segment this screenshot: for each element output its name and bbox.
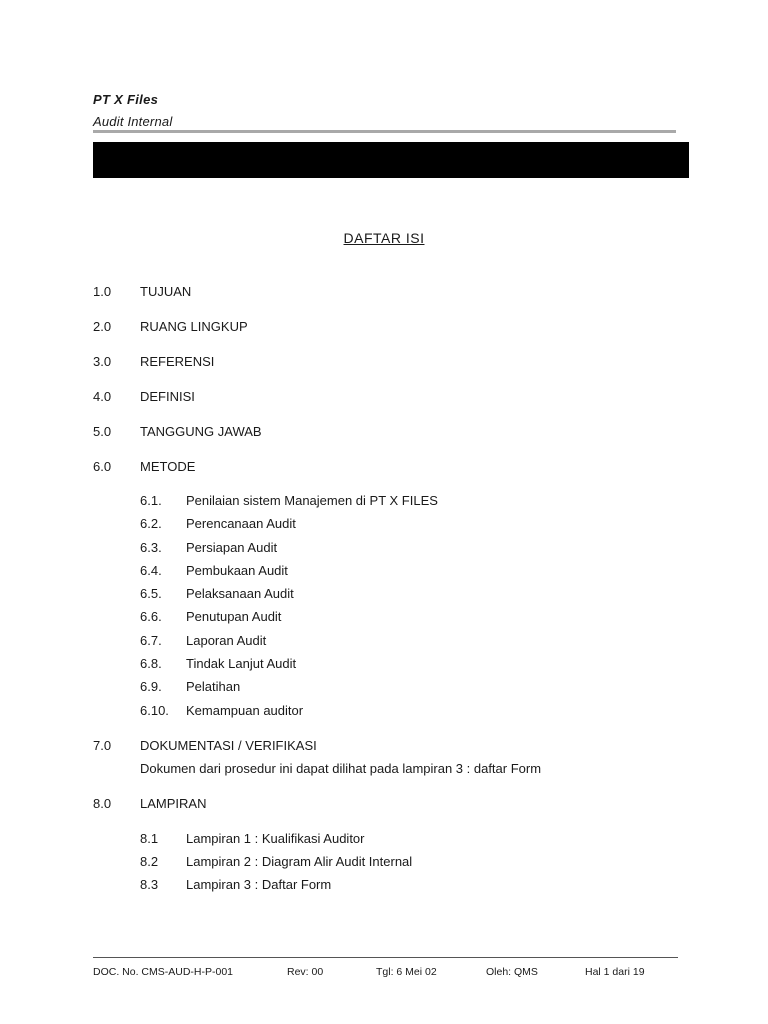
document-title: DAFTAR ISI: [343, 230, 425, 246]
toc-subsection-label: Pembukaan Audit: [186, 563, 288, 578]
toc-subsection-label: Lampiran 1 : Kualifikasi Auditor: [186, 831, 365, 846]
toc-subsection-number: 6.7.: [140, 633, 162, 648]
footer-divider: [93, 957, 678, 958]
toc-section-label: METODE: [140, 459, 196, 474]
toc-subsection-number: 6.10.: [140, 703, 169, 718]
toc-subsection-label: Persiapan Audit: [186, 540, 278, 555]
department-name: Audit Internal: [93, 114, 173, 129]
toc-section-label: REFERENSI: [140, 354, 215, 369]
footer-date: Tgl: 6 Mei 02: [376, 966, 437, 978]
toc-subsection-label: Pelaksanaan Audit: [186, 586, 294, 601]
toc-subsection-number: 6.1.: [140, 493, 162, 508]
toc-section-number: 8.0: [93, 796, 112, 811]
toc-section-number: 1.0: [93, 284, 112, 299]
toc-section-number: 5.0: [93, 424, 112, 439]
toc-section-number: 6.0: [93, 459, 112, 474]
toc-section-number: 3.0: [93, 354, 112, 369]
toc-section-label: TUJUAN: [140, 284, 192, 299]
footer-author: Oleh: QMS: [486, 966, 538, 978]
toc-section-number: 7.0: [93, 738, 112, 753]
toc-subsection-label: Pelatihan: [186, 679, 241, 694]
toc-section-label: RUANG LINGKUP: [140, 319, 248, 334]
toc-section-label: TANGGUNG JAWAB: [140, 424, 262, 439]
toc-subsection-number: 8.1: [140, 831, 159, 846]
toc-section-number: 2.0: [93, 319, 112, 334]
company-name: PT X Files: [93, 92, 159, 107]
toc-subsection-number: 8.3: [140, 877, 159, 892]
header-black-band: [93, 142, 689, 178]
toc-subsection-number: 6.3.: [140, 540, 162, 555]
footer-page-number: Hal 1 dari 19: [585, 966, 645, 978]
toc-subsection-number: 6.5.: [140, 586, 162, 601]
toc-section-label: DOKUMENTASI / VERIFIKASI: [140, 738, 317, 753]
toc-subsection-label: Laporan Audit: [186, 633, 267, 648]
toc-section-number: 4.0: [93, 389, 112, 404]
toc-subsection-label: Perencanaan Audit: [186, 516, 296, 531]
toc-subsection-number: 6.6.: [140, 609, 162, 624]
dokumentasi-note: Dokumen dari prosedur ini dapat dilihat pada lampiran 3 : daftar Form: [140, 761, 542, 776]
footer-doc-number: DOC. No. CMS-AUD-H-P-001: [93, 966, 234, 978]
toc-subsection-label: Lampiran 2 : Diagram Alir Audit Internal: [186, 854, 413, 869]
toc-subsection-number: 6.8.: [140, 656, 162, 671]
toc-subsection-number: 8.2: [140, 854, 159, 869]
footer-revision: Rev: 00: [287, 966, 324, 978]
toc-subsection-number: 6.9.: [140, 679, 162, 694]
toc-subsection-label: Lampiran 3 : Daftar Form: [186, 877, 332, 892]
header-divider: [93, 130, 676, 133]
toc-subsection-number: 6.2.: [140, 516, 162, 531]
toc-subsection-label: Kemampuan auditor: [186, 703, 304, 718]
toc-section-label: LAMPIRAN: [140, 796, 207, 811]
toc-subsection-label: Penutupan Audit: [186, 609, 282, 624]
toc-subsection-number: 6.4.: [140, 563, 162, 578]
toc-section-label: DEFINISI: [140, 389, 195, 404]
toc-subsection-label: Tindak Lanjut Audit: [186, 656, 297, 671]
toc-subsection-label: Penilaian sistem Manajemen di PT X FILES: [186, 493, 438, 508]
